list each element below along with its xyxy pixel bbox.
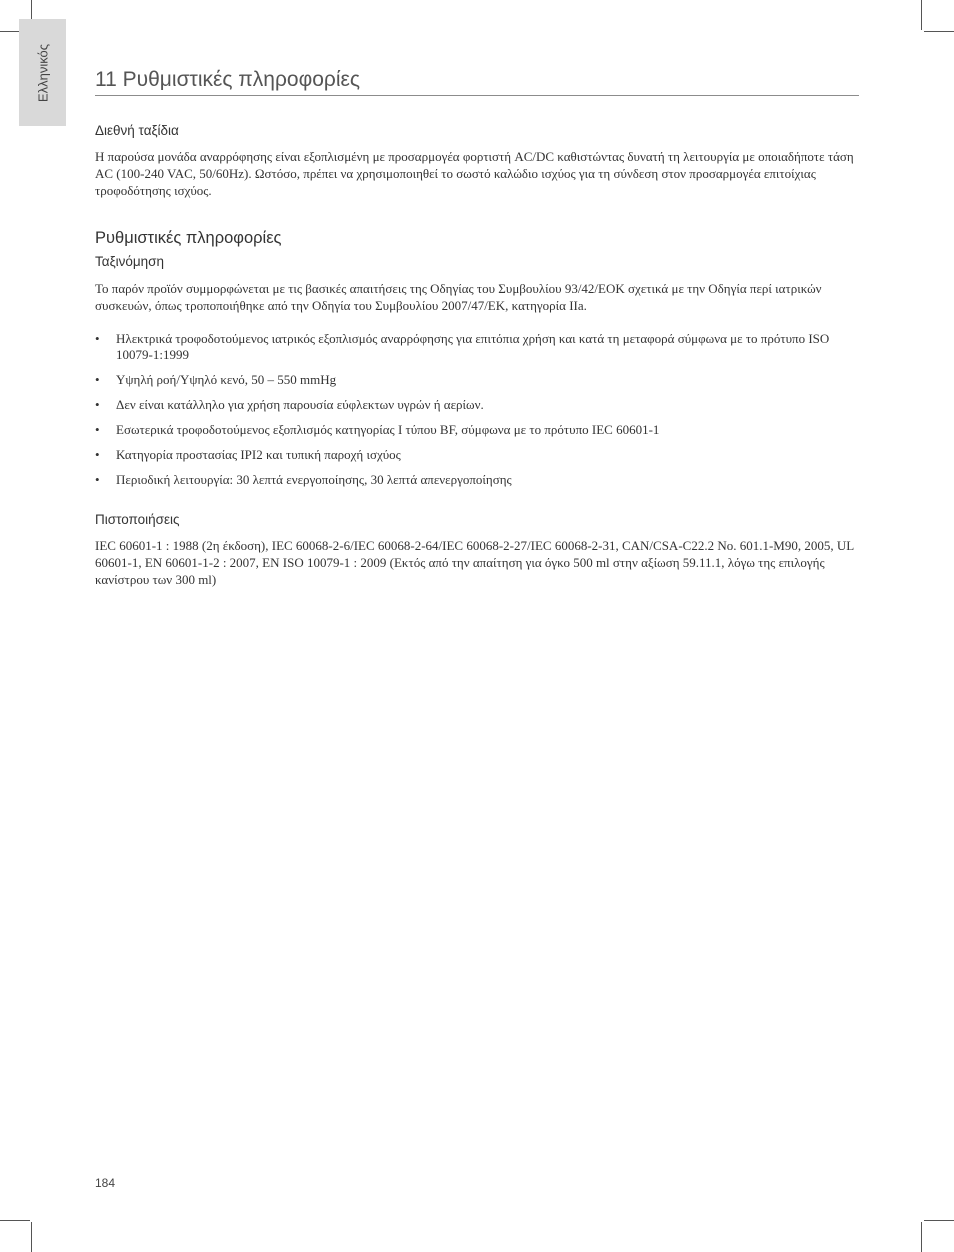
list-item-text: Δεν είναι κατάλληλο για χρήση παρουσία εύφλεκτων υγρών ή αερίων. [116, 397, 484, 412]
subsection-heading-certifications: Πιστοποιήσεις [95, 512, 180, 527]
page-number: 184 [95, 1176, 116, 1190]
bullet-symbol: • [95, 331, 100, 346]
list-item-text: Υψηλή ροή/Υψηλό κενό, 50 – 550 mmHg [116, 372, 337, 387]
page-content [95, 66, 859, 588]
crop-mark-top-right-v [921, 0, 922, 30]
list-item [95, 422, 859, 438]
language-side-tab [19, 19, 66, 126]
list-item [95, 331, 859, 363]
list-item-text: Περιοδική λειτουργία: 30 λεπτά ενεργοποίησης, 30 λεπτά απενεργοποίησης [116, 472, 512, 487]
language-label: Ελληνικός [35, 43, 50, 102]
chapter-title: 11 Ρυθμιστικές πληροφορίες [95, 66, 859, 96]
international-travel-paragraph: Η παρούσα μονάδα αναρρόφησης είναι εξοπλισμένη με προσαρμογέα φορτιστή AC/DC καθιστώντας δυνατή τη λειτουργία με οποιαδήποτε τάση AC (100-240 VAC, 50/60Hz). Ωστόσο, πρέπει να χρησιμοποιηθεί το σωστό καλώδιο ισχύος για τη σύνδεση στον προσαρμογέα επιτοίχιας τροφοδότησης ισχύος. [95, 149, 854, 198]
list-item [95, 397, 859, 413]
bullet-symbol: • [95, 472, 100, 487]
crop-mark-bottom-right-v [921, 1222, 922, 1252]
bullet-symbol: • [95, 397, 100, 412]
crop-mark-bottom-left-h [0, 1220, 30, 1221]
section-heading-regulatory: Ρυθμιστικές πληροφορίες [95, 229, 282, 247]
classification-bullet-list [95, 331, 859, 488]
list-item-text: Ηλεκτρικά τροφοδοτούμενος ιατρικός εξοπλισμός αναρρόφησης για επιτόπια χρήση και κατά τη μεταφορά σύμφωνα με το πρότυπο ISO 10079-1:1999 [116, 331, 830, 362]
list-item [95, 372, 859, 388]
list-item-text: Κατηγορία προστασίας IPI2 και τυπική παροχή ισχύος [116, 447, 401, 462]
subsection-heading-classification: Ταξινόμηση [95, 254, 164, 269]
certifications-paragraph: IEC 60601-1 : 1988 (2η έκδοση), IEC 60068-2-6/IEC 60068-2-64/IEC 60068-2-27/IEC 60068-2-31, CAN/CSA-C22.2 No. 601.1-M90, 2005, UL 60601-1, EN 60601-1-2 : 2007, EN ISO 10079-1 : 2009 (Εκτός από την απαίτηση για όγκο 500 ml στην αξίωση 59.11.1, λόγω της επιλογής κανίστρου των 300 ml) [95, 538, 854, 587]
list-item [95, 472, 859, 488]
section-heading-international-travel: Διεθνή ταξίδια [95, 123, 179, 138]
list-item [95, 447, 859, 463]
classification-paragraph: Το παρόν προϊόν συμμορφώνεται με τις βασικές απαιτήσεις της Οδηγίας του Συμβουλίου 93/42/ΕΟΚ σχετικά με την Οδηγία περί ιατρικών συσκευών, όπως τροποποιήθηκε από την Οδηγία του Συμβουλίου 2007/47/ΕΚ, κατηγορία IIa. [95, 281, 822, 313]
bullet-symbol: • [95, 422, 100, 437]
crop-mark-top-right-h [924, 31, 954, 32]
list-item-text: Εσωτερικά τροφοδοτούμενος εξοπλισμός κατηγορίας I τύπου BF, σύμφωνα με το πρότυπο IEC 60601-1 [116, 422, 660, 437]
bullet-symbol: • [95, 372, 100, 387]
crop-mark-bottom-left-v [31, 1222, 32, 1252]
bullet-symbol: • [95, 447, 100, 462]
crop-mark-bottom-right-h [924, 1220, 954, 1221]
